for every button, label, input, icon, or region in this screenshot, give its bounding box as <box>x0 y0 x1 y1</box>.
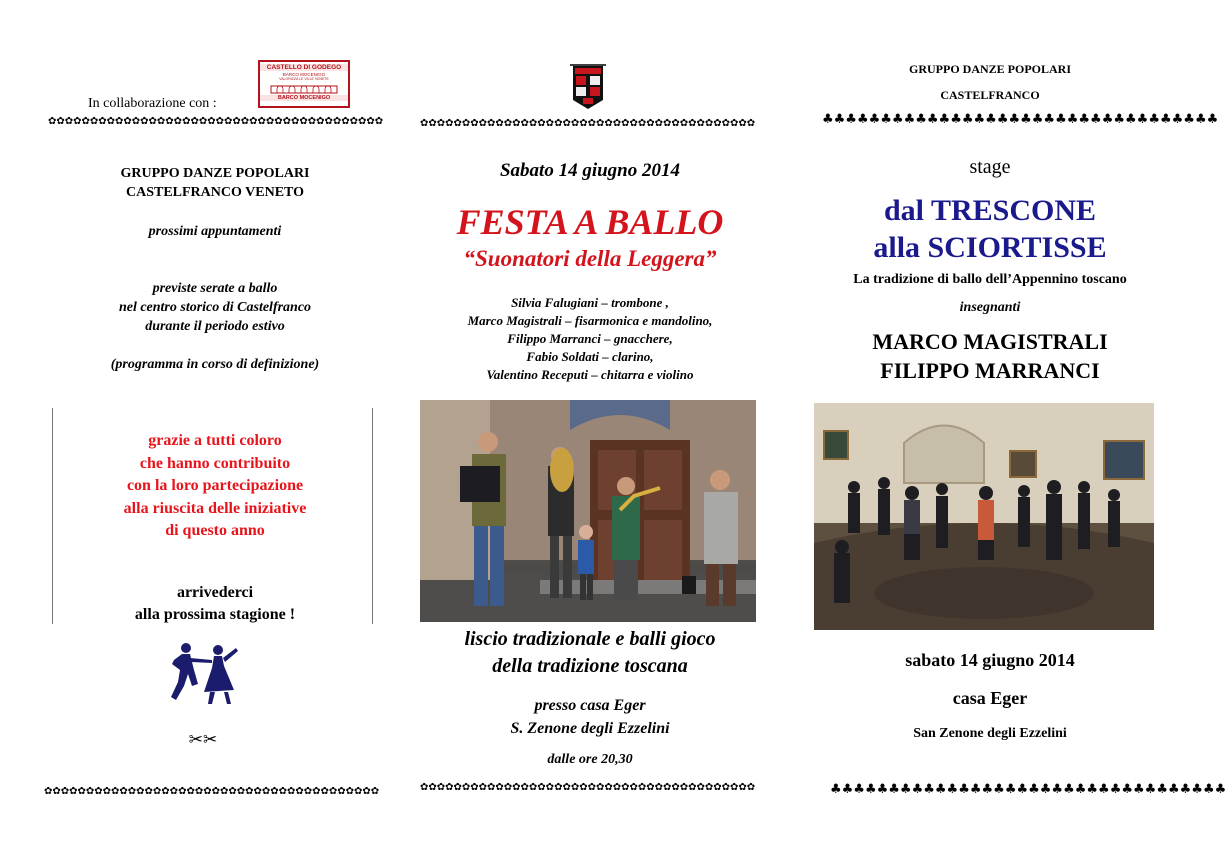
banner-crest-icon <box>570 64 606 110</box>
ornament-divider-top: ✿✿✿✿✿✿✿✿✿✿✿✿✿✿✿✿✿✿✿✿✿✿✿✿✿✿✿✿✿✿✿✿✿✿✿✿✿✿✿✿ <box>420 118 756 129</box>
dancers-icon <box>164 640 242 708</box>
teachers-label: insegnanti <box>959 300 1021 315</box>
dance-photo <box>814 403 1154 630</box>
musician-4: Fabio Soldati – clarino, <box>526 349 654 364</box>
castello-godego-logo <box>258 60 350 108</box>
logo-line2: BARCO MOCENIGO <box>282 72 326 77</box>
ornament-divider-bottom: ✿✿✿✿✿✿✿✿✿✿✿✿✿✿✿✿✿✿✿✿✿✿✿✿✿✿✿✿✿✿✿✿✿✿✿✿✿✿✿✿ <box>420 782 756 793</box>
logo-line3: VALORIZZA LE VILLE VENETE <box>279 77 329 81</box>
group-name-line2: CASTELFRANCO <box>940 88 1040 102</box>
logo-line4: BARCO MOCENIGO <box>260 95 348 101</box>
group-name-line1: GRUPPO DANZE POPOLARI <box>120 166 310 181</box>
logo-line1: CASTELLO DI GODEGO <box>260 64 348 71</box>
teacher-1: MARCO MAGISTRALI <box>872 329 1108 354</box>
musician-1: Silvia Falugiani – trombone , <box>511 295 669 310</box>
dance-photo-scene <box>814 403 1154 630</box>
scissors-ornament: ✂✂ <box>188 730 218 750</box>
genre-line1: liscio tradizionale e balli gioco <box>464 628 716 650</box>
thanks-line3: con la loro partecipazione <box>126 477 304 494</box>
event-subtitle: “Suonatori della Leggera” <box>463 246 717 271</box>
thanks-line4: alla riuscita delle iniziative <box>123 500 307 517</box>
thanks-line2: che hanno contribuito <box>139 455 291 472</box>
band-photo <box>420 400 756 622</box>
venue-line1: presso casa Eger <box>534 697 646 714</box>
teacher-2: FILIPPO MARRANCI <box>880 358 1100 383</box>
event-title: FESTA A BALLO <box>456 202 724 242</box>
goodbye-line2: alla prossima stagione ! <box>134 606 296 623</box>
musician-5: Valentino Receputi – chitarra e violino <box>486 367 694 382</box>
stage-label: stage <box>969 156 1011 178</box>
thanks-line5: di questo anno <box>165 522 265 539</box>
stage-title-line1: dal TRESCONE <box>883 194 1097 227</box>
thanks-line1: grazie a tutti coloro <box>148 432 282 449</box>
stage-title-line2: alla SCIORTISSE <box>873 231 1107 264</box>
group-name-line2: CASTELFRANCO VENETO <box>125 185 305 200</box>
program-note: (programma in corso di definizione) <box>110 357 320 372</box>
ornament-divider-bottom: ✿✿✿✿✿✿✿✿✿✿✿✿✿✿✿✿✿✿✿✿✿✿✿✿✿✿✿✿✿✿✿✿✿✿✿✿✿✿✿✿ <box>44 786 380 797</box>
musician-2: Marco Magistrali – fisarmonica e mandolino, <box>467 313 713 328</box>
ornament-divider-top: ✿✿✿✿✿✿✿✿✿✿✿✿✿✿✿✿✿✿✿✿✿✿✿✿✿✿✿✿✿✿✿✿✿✿✿✿✿✿✿✿ <box>48 116 384 127</box>
appointments-label: prossimi appuntamenti <box>148 224 282 239</box>
clubs-divider-top: ♣♣♣♣♣♣♣♣♣♣♣♣♣♣♣♣♣♣♣♣♣♣♣♣♣♣♣♣♣♣♣♣♣♣ <box>822 112 1219 127</box>
clubs-divider-bottom: ♣♣♣♣♣♣♣♣♣♣♣♣♣♣♣♣♣♣♣♣♣♣♣♣♣♣♣♣♣♣♣♣♣♣ <box>830 782 1226 797</box>
band-photo-scene <box>420 400 756 622</box>
stage-venue: casa Eger <box>952 688 1028 708</box>
group-name-line1: GRUPPO DANZE POPOLARI <box>909 62 1071 76</box>
evenings-line3: durante il periodo estivo <box>145 319 285 334</box>
venue-line2: S. Zenone degli Ezzelini <box>510 720 670 737</box>
collaboration-label: In collaborazione con : <box>88 96 217 111</box>
event-date: Sabato 14 giugno 2014 <box>499 160 680 181</box>
tradition-subtitle: La tradizione di ballo dell’Appennino toscano <box>853 272 1127 287</box>
villa-icon <box>269 82 339 94</box>
genre-line2: della tradizione toscana <box>492 655 688 677</box>
event-time: dalle ore 20,30 <box>547 752 633 767</box>
evenings-line1: previste serate a ballo <box>152 281 278 296</box>
evenings-line2: nel centro storico di Castelfranco <box>118 300 312 315</box>
musician-3: Filippo Marranci – gnacchere, <box>507 331 673 346</box>
stage-town: San Zenone degli Ezzelini <box>913 726 1067 741</box>
stage-date: sabato 14 giugno 2014 <box>905 650 1075 670</box>
goodbye-line1: arrivederci <box>176 584 254 601</box>
